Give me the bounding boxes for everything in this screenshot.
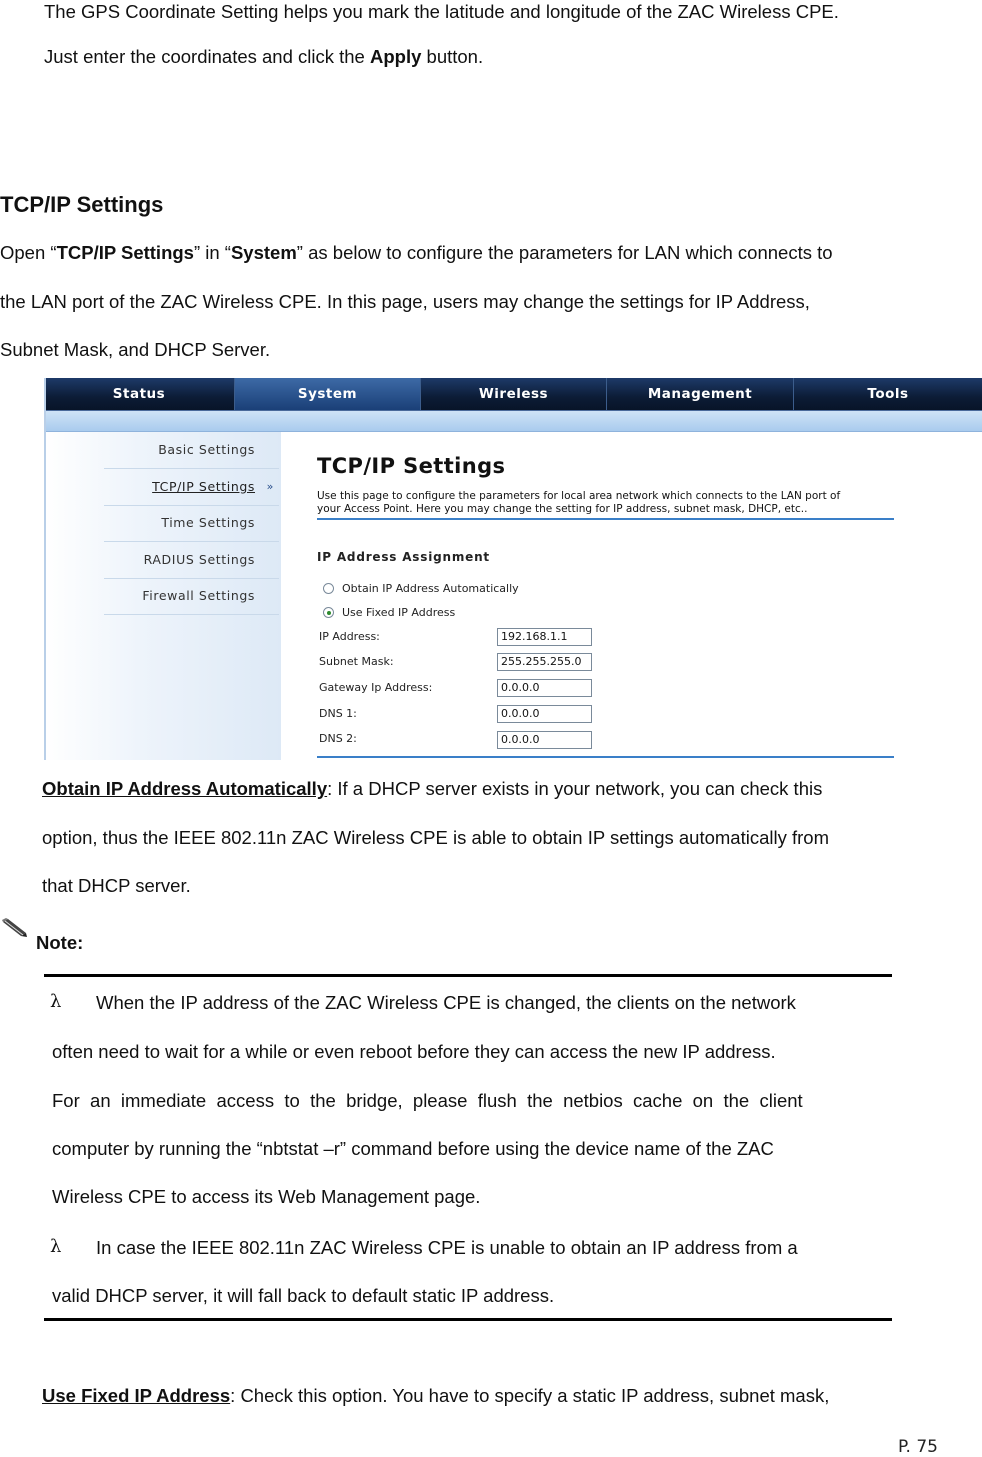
nav-tab-wireless[interactable]: Wireless xyxy=(421,378,607,410)
obtain-ip-auto-label: Obtain IP Address Automatically xyxy=(342,582,519,595)
sidebar-item-label: TCP/IP Settings xyxy=(152,479,255,494)
intro-text: Just enter the coordinates and click the xyxy=(44,46,370,67)
lambda-bullet-icon: λ xyxy=(50,1236,62,1257)
paragraph-text: ” as below to configure the parameters for LAN which connects to xyxy=(296,242,833,263)
section-heading: TCP/IP Settings xyxy=(0,192,164,217)
dns2-input[interactable]: 0.0.0.0 xyxy=(497,731,592,749)
note-bullet-2-line-1: In case the IEEE 802.11n ZAC Wireless CPE is unable to obtain an IP address from a xyxy=(96,1237,798,1258)
system-keyword: System xyxy=(230,242,297,263)
lambda-bullet-icon: λ xyxy=(50,991,62,1012)
ip-address-label: IP Address: xyxy=(319,630,380,643)
note-bullet-2-line-2: valid DHCP server, it will fall back to default static IP address. xyxy=(52,1285,555,1306)
note-bullet-1-line-1: When the IP address of the ZAC Wireless CPE is changed, the clients on the network xyxy=(96,992,796,1013)
section-paragraph-line-2: the LAN port of the ZAC Wireless CPE. In this page, users may change the settings for IP Address, xyxy=(0,291,810,312)
intro-line-2 xyxy=(44,45,483,69)
note-top-rule xyxy=(44,974,892,977)
note-bottom-rule xyxy=(44,1318,892,1321)
obtain-ip-term: Obtain IP Address Automatically xyxy=(42,778,328,799)
pencil-icon xyxy=(0,918,28,938)
top-navigation xyxy=(44,378,982,411)
tcpip-keyword: TCP/IP Settings xyxy=(56,242,194,263)
obtain-ip-line-3: that DHCP server. xyxy=(42,875,191,896)
title-divider xyxy=(317,518,894,520)
sidebar-item-radius-settings[interactable] xyxy=(104,542,279,579)
quote-open: Open “ xyxy=(0,242,57,263)
page-description-line-1: Use this page to configure the parameters for local area network which connects to the LAN port of xyxy=(317,490,841,502)
obtain-ip-text: : If a DHCP server exists in your network, you can check this xyxy=(327,778,823,799)
sidebar-item-label: RADIUS Settings xyxy=(143,552,255,567)
dns1-label: DNS 1: xyxy=(319,707,357,720)
use-fixed-ip-label: Use Fixed IP Address xyxy=(342,606,456,619)
page-title: TCP/IP Settings xyxy=(317,454,506,478)
gateway-ip-input[interactable]: 0.0.0.0 xyxy=(497,679,592,697)
apply-keyword: Apply xyxy=(370,46,422,67)
page-number: P. 75 xyxy=(897,1437,938,1457)
sidebar-item-label: Time Settings xyxy=(161,515,255,530)
note-bullet-1-line-3: For an immediate access to the bridge, please flush the netbios cache on the client xyxy=(52,1090,803,1111)
ip-assignment-section-title: IP Address Assignment xyxy=(317,550,490,564)
nav-tab-status[interactable]: Status xyxy=(44,378,235,410)
sub-navigation-bar xyxy=(44,411,982,432)
subnet-mask-label: Subnet Mask: xyxy=(319,655,394,668)
use-fixed-ip-radio[interactable] xyxy=(323,607,334,618)
note-bullet-1-line-5: Wireless CPE to access its Web Management page. xyxy=(52,1186,481,1207)
page-description-line-2: your Access Point. Here you may change the setting for IP address, subnet mask, DHCP, etc.. xyxy=(317,503,808,515)
note-bullet-1-line-4: computer by running the “nbtstat –r” command before using the device name of the ZAC xyxy=(52,1138,774,1159)
fixed-ip-term: Use Fixed IP Address xyxy=(42,1385,231,1406)
ip-address-input[interactable]: 192.168.1.1 xyxy=(497,628,592,646)
fixed-ip-line-1 xyxy=(42,1384,829,1408)
intro-text-end: button. xyxy=(421,46,484,67)
sidebar-item-label: Basic Settings xyxy=(158,442,255,457)
sidebar-item-firewall-settings[interactable] xyxy=(104,578,279,615)
fixed-ip-text: : Check this option. You have to specify a static IP address, subnet mask, xyxy=(230,1385,830,1406)
screenshot-left-border xyxy=(44,378,46,760)
obtain-ip-line-2: option, thus the IEEE 802.11n ZAC Wireless CPE is able to obtain IP settings automatically from xyxy=(42,827,829,848)
nav-tab-management[interactable]: Management xyxy=(607,378,794,410)
form-bottom-divider xyxy=(317,756,894,758)
sidebar-item-time-settings[interactable] xyxy=(104,505,279,542)
section-paragraph-line-1 xyxy=(0,241,833,265)
obtain-ip-auto-radio[interactable] xyxy=(323,583,334,594)
sidebar-item-label: Firewall Settings xyxy=(142,588,255,603)
intro-line-1: The GPS Coordinate Setting helps you mark the latitude and longitude of the ZAC Wireless CPE. xyxy=(44,1,839,22)
double-chevron-right-icon: » xyxy=(266,480,274,493)
section-paragraph-line-3: Subnet Mask, and DHCP Server. xyxy=(0,339,271,360)
dns2-label: DNS 2: xyxy=(319,732,357,745)
subnet-mask-input[interactable]: 255.255.255.0 xyxy=(497,653,592,671)
sidebar-item-basic-settings[interactable] xyxy=(104,432,279,469)
nav-tab-tools[interactable]: Tools xyxy=(867,386,909,402)
gateway-ip-label: Gateway Ip Address: xyxy=(319,681,433,694)
dns1-input[interactable]: 0.0.0.0 xyxy=(497,705,592,723)
router-ui-screenshot xyxy=(44,378,982,760)
main-content xyxy=(281,432,982,760)
note-bullet-1-line-2: often need to wait for a while or even reboot before they can access the new IP address. xyxy=(52,1041,776,1062)
sidebar-item-tcpip-settings[interactable] xyxy=(104,469,279,506)
note-label: Note: xyxy=(36,932,84,953)
sidebar xyxy=(44,432,281,760)
nav-tab-system[interactable]: System xyxy=(235,378,421,410)
obtain-ip-line-1 xyxy=(42,777,822,801)
quote-mid: ” in “ xyxy=(193,242,231,263)
